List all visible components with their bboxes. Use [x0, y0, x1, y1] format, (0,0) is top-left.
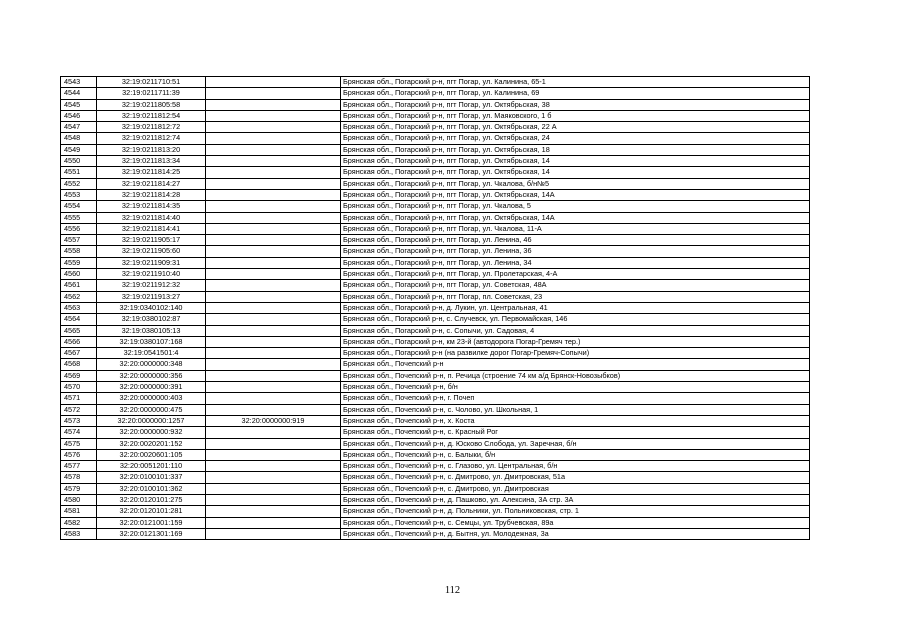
previous-cadastral-number-cell: [206, 302, 341, 313]
row-number-cell: 4581: [61, 506, 97, 517]
previous-cadastral-number-cell: [206, 269, 341, 280]
table-row: [61, 325, 810, 336]
previous-cadastral-number-cell: [206, 99, 341, 110]
previous-cadastral-number-cell: [206, 348, 341, 359]
previous-cadastral-number-cell: [206, 359, 341, 370]
address-cell: Брянская обл., Почепский р-н, с. Чолово, ул. Школьная, 1: [341, 404, 810, 415]
previous-cadastral-number-cell: [206, 189, 341, 200]
table-row: [61, 291, 810, 302]
cadastral-number-cell: 32:19:0211812:54: [97, 110, 206, 121]
row-number-cell: 4569: [61, 370, 97, 381]
table-row: [61, 156, 810, 167]
cadastral-number-cell: 32:19:0211905:60: [97, 246, 206, 257]
cadastral-number-cell: 32:19:0211805:58: [97, 99, 206, 110]
previous-cadastral-number-cell: [206, 223, 341, 234]
cadastral-number-cell: 32:20:0000000:1257: [97, 415, 206, 426]
previous-cadastral-number-cell: 32:20:0000000:919: [206, 415, 341, 426]
table-row: [61, 483, 810, 494]
previous-cadastral-number-cell: [206, 77, 341, 88]
row-number-cell: 4568: [61, 359, 97, 370]
table-row: [61, 223, 810, 234]
cadastral-number-cell: 32:19:0380107:168: [97, 336, 206, 347]
previous-cadastral-number-cell: [206, 201, 341, 212]
table-row: [61, 336, 810, 347]
row-number-cell: 4570: [61, 382, 97, 393]
address-cell: Брянская обл., Погарский р-н, пгт Погар, ул. Октябрьская, 18: [341, 144, 810, 155]
row-number-cell: 4544: [61, 88, 97, 99]
previous-cadastral-number-cell: [206, 235, 341, 246]
previous-cadastral-number-cell: [206, 212, 341, 223]
previous-cadastral-number-cell: [206, 144, 341, 155]
row-number-cell: 4549: [61, 144, 97, 155]
address-cell: Брянская обл., Почепский р-н, с. Семцы, ул. Трубчевская, 89а: [341, 517, 810, 528]
cadastral-number-cell: 32:19:0211912:32: [97, 280, 206, 291]
row-number-cell: 4565: [61, 325, 97, 336]
cadastral-number-cell: 32:19:0211813:34: [97, 156, 206, 167]
previous-cadastral-number-cell: [206, 156, 341, 167]
previous-cadastral-number-cell: [206, 370, 341, 381]
previous-cadastral-number-cell: [206, 517, 341, 528]
row-number-cell: 4558: [61, 246, 97, 257]
cadastral-number-cell: 32:19:0211814:35: [97, 201, 206, 212]
address-cell: Брянская обл., Почепский р-н, д. Бытня, ул. Молодежная, 3а: [341, 528, 810, 539]
row-number-cell: 4572: [61, 404, 97, 415]
row-number-cell: 4557: [61, 235, 97, 246]
previous-cadastral-number-cell: [206, 88, 341, 99]
cadastral-number-cell: 32:20:0000000:356: [97, 370, 206, 381]
cadastral-number-cell: 32:19:0211812:72: [97, 122, 206, 133]
row-number-cell: 4547: [61, 122, 97, 133]
previous-cadastral-number-cell: [206, 257, 341, 268]
cadastral-number-cell: 32:19:0541501:4: [97, 348, 206, 359]
address-cell: Брянская обл., Погарский р-н, пгт Погар, ул. Советская, 48А: [341, 280, 810, 291]
previous-cadastral-number-cell: [206, 483, 341, 494]
table-row: [61, 382, 810, 393]
registry-table: [60, 76, 810, 540]
address-cell: Брянская обл., Почепский р-н, с. Глазово, ул. Центральная, б/н: [341, 461, 810, 472]
cadastral-number-cell: 32:20:0000000:475: [97, 404, 206, 415]
address-cell: Брянская обл., Погарский р-н, пгт Погар, ул. Калинина, 69: [341, 88, 810, 99]
cadastral-number-cell: 32:20:0000000:403: [97, 393, 206, 404]
address-cell: Брянская обл., Погарский р-н, пгт Погар, ул. Ленина, 36: [341, 246, 810, 257]
previous-cadastral-number-cell: [206, 404, 341, 415]
cadastral-number-cell: 32:20:0000000:348: [97, 359, 206, 370]
address-cell: Брянская обл., Погарский р-н, пгт Погар, ул. Октябрьская, 14А: [341, 189, 810, 200]
previous-cadastral-number-cell: [206, 133, 341, 144]
row-number-cell: 4582: [61, 517, 97, 528]
address-cell: Брянская обл., Погарский р-н (на развилке дорог Погар-Гремяч-Сопычи): [341, 348, 810, 359]
cadastral-number-cell: 32:20:0120101:275: [97, 494, 206, 505]
table-row: [61, 359, 810, 370]
cadastral-number-cell: 32:20:0000000:391: [97, 382, 206, 393]
address-cell: Брянская обл., Почепский р-н, п. Речица (строение 74 км а/д Брянск-Новозыбков): [341, 370, 810, 381]
previous-cadastral-number-cell: [206, 336, 341, 347]
previous-cadastral-number-cell: [206, 246, 341, 257]
row-number-cell: 4567: [61, 348, 97, 359]
previous-cadastral-number-cell: [206, 167, 341, 178]
cadastral-number-cell: 32:20:0121301:169: [97, 528, 206, 539]
address-cell: Брянская обл., Погарский р-н, пгт Погар, ул. Октябрьская, 24: [341, 133, 810, 144]
row-number-cell: 4566: [61, 336, 97, 347]
previous-cadastral-number-cell: [206, 314, 341, 325]
address-cell: Брянская обл., Погарский р-н, пгт Погар, ул. Ленина, 34: [341, 257, 810, 268]
cadastral-number-cell: 32:20:0020601:105: [97, 449, 206, 460]
table-row: [61, 348, 810, 359]
cadastral-number-cell: 32:19:0211909:31: [97, 257, 206, 268]
row-number-cell: 4554: [61, 201, 97, 212]
address-cell: Брянская обл., Погарский р-н, с. Сопычи, ул. Садовая, 4: [341, 325, 810, 336]
address-cell: Брянская обл., Погарский р-н, пгт Погар, ул. Чкалова, б/н№5: [341, 178, 810, 189]
address-cell: Брянская обл., Почепский р-н, г. Почеп: [341, 393, 810, 404]
cadastral-number-cell: 32:20:0000000:932: [97, 427, 206, 438]
previous-cadastral-number-cell: [206, 110, 341, 121]
cadastral-number-cell: 32:20:0100101:337: [97, 472, 206, 483]
row-number-cell: 4576: [61, 449, 97, 460]
cadastral-number-cell: 32:20:0020201:152: [97, 438, 206, 449]
cadastral-number-cell: 32:19:0380105:13: [97, 325, 206, 336]
row-number-cell: 4543: [61, 77, 97, 88]
address-cell: Брянская обл., Почепский р-н, с. Красный Рог: [341, 427, 810, 438]
table-row: [61, 77, 810, 88]
cadastral-number-cell: 32:19:0211814:27: [97, 178, 206, 189]
table-row: [61, 144, 810, 155]
row-number-cell: 4580: [61, 494, 97, 505]
row-number-cell: 4548: [61, 133, 97, 144]
row-number-cell: 4545: [61, 99, 97, 110]
row-number-cell: 4577: [61, 461, 97, 472]
table-row: [61, 438, 810, 449]
previous-cadastral-number-cell: [206, 528, 341, 539]
table-row: [61, 404, 810, 415]
table-row: [61, 472, 810, 483]
cadastral-number-cell: 32:20:0100101:362: [97, 483, 206, 494]
table-row: [61, 280, 810, 291]
address-cell: Брянская обл., Погарский р-н, пгт Погар, ул. Пролетарская, 4-А: [341, 269, 810, 280]
row-number-cell: 4555: [61, 212, 97, 223]
row-number-cell: 4560: [61, 269, 97, 280]
cadastral-number-cell: 32:19:0211814:41: [97, 223, 206, 234]
table-row: [61, 370, 810, 381]
table-row: [61, 461, 810, 472]
address-cell: Брянская обл., Почепский р-н, х. Коста: [341, 415, 810, 426]
row-number-cell: 4559: [61, 257, 97, 268]
row-number-cell: 4552: [61, 178, 97, 189]
cadastral-number-cell: 32:20:0120101:281: [97, 506, 206, 517]
address-cell: Брянская обл., Погарский р-н, км 23-й (автодорога Погар-Гремяч тер.): [341, 336, 810, 347]
address-cell: Брянская обл., Погарский р-н, пгт Погар, ул. Чкалова, 5: [341, 201, 810, 212]
row-number-cell: 4578: [61, 472, 97, 483]
address-cell: Брянская обл., Погарский р-н, пгт Погар, ул. Октябрьская, 22 А: [341, 122, 810, 133]
address-cell: Брянская обл., Почепский р-н, с. Дмитрово, ул. Дмитровская, 51а: [341, 472, 810, 483]
row-number-cell: 4553: [61, 189, 97, 200]
table-row: [61, 189, 810, 200]
previous-cadastral-number-cell: [206, 494, 341, 505]
cadastral-number-cell: 32:19:0211814:40: [97, 212, 206, 223]
previous-cadastral-number-cell: [206, 472, 341, 483]
address-cell: Брянская обл., Погарский р-н, д. Лукин, ул. Центральная, 41: [341, 302, 810, 313]
table-row: [61, 393, 810, 404]
address-cell: Брянская обл., Погарский р-н, пгт Погар, ул. Октябрьская, 14: [341, 156, 810, 167]
cadastral-number-cell: 32:20:0051201:110: [97, 461, 206, 472]
previous-cadastral-number-cell: [206, 506, 341, 517]
row-number-cell: 4575: [61, 438, 97, 449]
page-number: 112: [444, 585, 461, 596]
previous-cadastral-number-cell: [206, 178, 341, 189]
table-row: [61, 246, 810, 257]
table-row: [61, 269, 810, 280]
address-cell: Брянская обл., Почепский р-н, д. Юсково Слобода, ул. Заречная, б/н: [341, 438, 810, 449]
cadastral-number-cell: 32:19:0340102:140: [97, 302, 206, 313]
cadastral-number-cell: 32:19:0211814:25: [97, 167, 206, 178]
table-row: [61, 99, 810, 110]
cadastral-number-cell: 32:19:0211812:74: [97, 133, 206, 144]
table-row: [61, 257, 810, 268]
address-cell: Брянская обл., Погарский р-н, пгт Погар, ул. Октябрьская, 14: [341, 167, 810, 178]
row-number-cell: 4573: [61, 415, 97, 426]
row-number-cell: 4562: [61, 291, 97, 302]
previous-cadastral-number-cell: [206, 393, 341, 404]
address-cell: Брянская обл., Почепский р-н, д. Польники, ул. Польниковская, стр. 1: [341, 506, 810, 517]
cadastral-number-cell: 32:19:0211710:51: [97, 77, 206, 88]
address-cell: Брянская обл., Почепский р-н, с. Дмитрово, ул. Дмитровская: [341, 483, 810, 494]
address-cell: Брянская обл., Погарский р-н, с. Случевск, ул. Первомайская, 146: [341, 314, 810, 325]
previous-cadastral-number-cell: [206, 325, 341, 336]
address-cell: Брянская обл., Погарский р-н, пгт Погар, ул. Калинина, 65-1: [341, 77, 810, 88]
row-number-cell: 4564: [61, 314, 97, 325]
address-cell: Брянская обл., Почепский р-н: [341, 359, 810, 370]
address-cell: Брянская обл., Погарский р-н, пгт Погар, ул. Маяковского, 1 б: [341, 110, 810, 121]
row-number-cell: 4561: [61, 280, 97, 291]
address-cell: Брянская обл., Погарский р-н, пгт Погар, ул. Чкалова, 11-А: [341, 223, 810, 234]
cadastral-number-cell: 32:19:0380102:87: [97, 314, 206, 325]
previous-cadastral-number-cell: [206, 427, 341, 438]
table-row: [61, 427, 810, 438]
table-row: [61, 212, 810, 223]
table-row: [61, 88, 810, 99]
table-row: [61, 494, 810, 505]
address-cell: Брянская обл., Погарский р-н, пгт Погар, ул. Октябрьская, 38: [341, 99, 810, 110]
cadastral-number-cell: 32:19:0211711:39: [97, 88, 206, 99]
row-number-cell: 4556: [61, 223, 97, 234]
previous-cadastral-number-cell: [206, 291, 341, 302]
row-number-cell: 4563: [61, 302, 97, 313]
row-number-cell: 4551: [61, 167, 97, 178]
address-cell: Брянская обл., Погарский р-н, пгт Погар, ул. Октябрьская, 14А: [341, 212, 810, 223]
previous-cadastral-number-cell: [206, 382, 341, 393]
previous-cadastral-number-cell: [206, 438, 341, 449]
registry-table-body: [61, 77, 810, 540]
table-row: [61, 517, 810, 528]
row-number-cell: 4583: [61, 528, 97, 539]
table-row: [61, 506, 810, 517]
table-row: [61, 178, 810, 189]
table-row: [61, 235, 810, 246]
row-number-cell: 4579: [61, 483, 97, 494]
cadastral-number-cell: 32:19:0211910:40: [97, 269, 206, 280]
table-row: [61, 110, 810, 121]
cadastral-number-cell: 32:19:0211814:28: [97, 189, 206, 200]
cadastral-number-cell: 32:19:0211913:27: [97, 291, 206, 302]
address-cell: Брянская обл., Почепский р-н, с. Балыки, б/н: [341, 449, 810, 460]
address-cell: Брянская обл., Погарский р-н, пгт Погар, ул. Ленина, 46: [341, 235, 810, 246]
previous-cadastral-number-cell: [206, 280, 341, 291]
table-row: [61, 528, 810, 539]
table-row: [61, 314, 810, 325]
address-cell: Брянская обл., Погарский р-н, пгт Погар, пл. Советская, 23: [341, 291, 810, 302]
previous-cadastral-number-cell: [206, 449, 341, 460]
address-cell: Брянская обл., Почепский р-н, д. Пашково, ул. Алексина, 3А стр. 3А: [341, 494, 810, 505]
previous-cadastral-number-cell: [206, 122, 341, 133]
table-row: [61, 122, 810, 133]
cadastral-number-cell: 32:20:0121001:159: [97, 517, 206, 528]
table-row: [61, 415, 810, 426]
address-cell: Брянская обл., Почепский р-н, б/н: [341, 382, 810, 393]
cadastral-number-cell: 32:19:0211813:20: [97, 144, 206, 155]
table-row: [61, 449, 810, 460]
table-row: [61, 133, 810, 144]
table-row: [61, 167, 810, 178]
row-number-cell: 4546: [61, 110, 97, 121]
row-number-cell: 4550: [61, 156, 97, 167]
table-row: [61, 302, 810, 313]
table-row: [61, 201, 810, 212]
row-number-cell: 4571: [61, 393, 97, 404]
cadastral-number-cell: 32:19:0211905:17: [97, 235, 206, 246]
row-number-cell: 4574: [61, 427, 97, 438]
previous-cadastral-number-cell: [206, 461, 341, 472]
